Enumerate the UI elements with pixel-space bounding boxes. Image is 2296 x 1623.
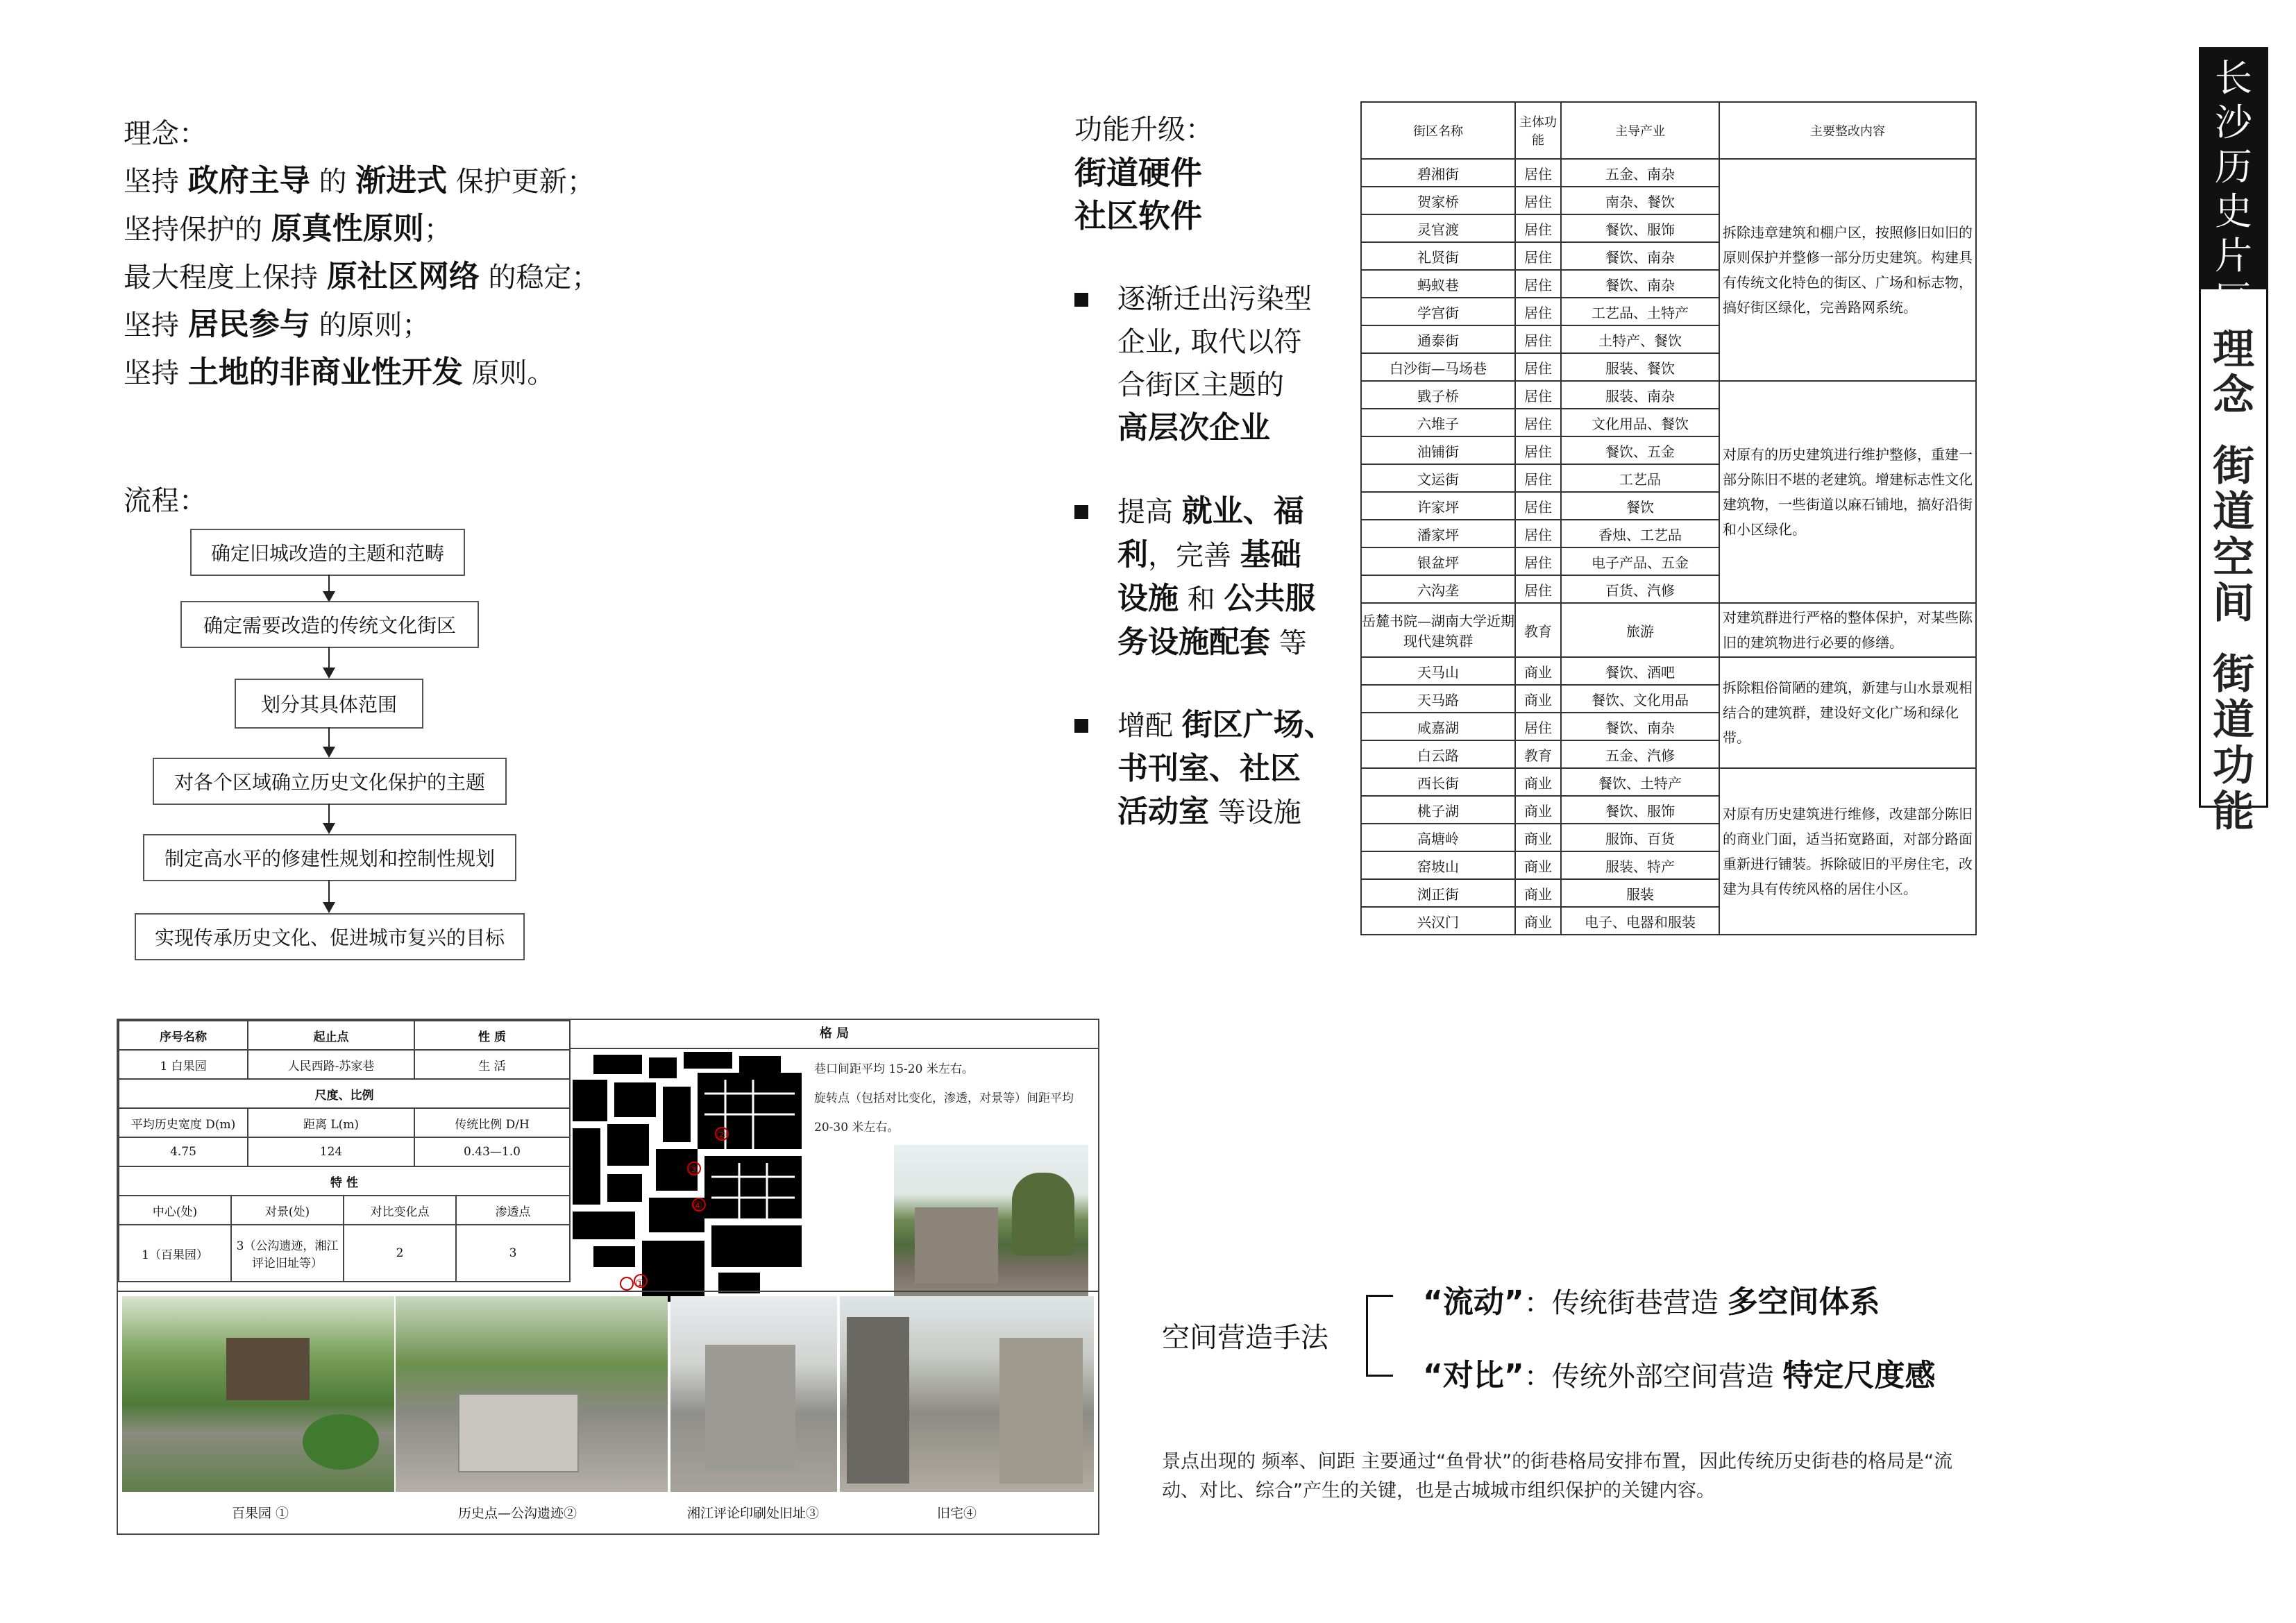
function-cell: 居住 (1515, 353, 1561, 381)
industry-cell: 文化用品、餐饮 (1561, 409, 1719, 436)
district-name-cell: 碧湘街 (1361, 159, 1515, 187)
concept-line-4: 坚持 居民参与 的原则； (124, 307, 430, 342)
table-row (1361, 159, 1976, 187)
district-name-cell: 潘家坪 (1361, 520, 1515, 547)
function-cell: 居住 (1515, 520, 1561, 547)
function-cell: 居住 (1515, 575, 1561, 603)
space-note: 景点出现的 频率、间距 主要通过“鱼骨状”的街巷格局安排布置，因此传统历史街巷的格局是“流动、对比、综合”产生的关键，也是古城城市组织保护的关键内容。 (1162, 1451, 1953, 1502)
function-cell: 教育 (1515, 740, 1561, 768)
road-feature-table: 中心(处) 对景(处) 对比变化点 渗透点 1（百果园） 3（公沟遗迹，湘江评论旧址等） 2 3 (118, 1195, 571, 1282)
figure-ground-map (573, 1052, 809, 1302)
function-cell: 教育 (1515, 603, 1561, 657)
industry-cell: 五金、南杂 (1561, 159, 1719, 187)
table-row (1361, 603, 1976, 657)
caption: 历史点—公沟遗迹② (458, 1506, 577, 1521)
renovation-content-cell: 对建筑群进行严格的整体保护，对某些陈旧的建筑物进行必要的修缮。 (1719, 603, 1976, 657)
function-cell: 居住 (1515, 713, 1561, 740)
column-header: 街区名称 (1361, 102, 1515, 159)
industry-cell: 餐饮、文化用品 (1561, 685, 1719, 713)
bullet-square-icon (1074, 505, 1088, 519)
divider (118, 1291, 1098, 1292)
function-cell: 居住 (1515, 242, 1561, 270)
bullet-square-icon (1074, 293, 1088, 307)
table-row (1361, 381, 1976, 409)
function-cell: 居住 (1515, 464, 1561, 492)
industry-cell: 服装、南杂 (1561, 381, 1719, 409)
industry-cell: 餐饮 (1561, 492, 1719, 520)
industry-cell: 餐饮、南杂 (1561, 270, 1719, 298)
district-name-cell: 礼贤街 (1361, 242, 1515, 270)
table-row (1361, 768, 1976, 796)
bracket (1366, 1295, 1393, 1377)
district-name-cell: 天马路 (1361, 685, 1515, 713)
industry-cell: 电子产品、五金 (1561, 547, 1719, 575)
industry-cell: 餐饮、五金 (1561, 436, 1719, 464)
function-cell: 商业 (1515, 685, 1561, 713)
function-cell: 居住 (1515, 187, 1561, 214)
district-name-cell: 六堆子 (1361, 409, 1515, 436)
concept-title: 理念： (124, 118, 207, 150)
concept-line-2: 坚持保护的 原真性原则； (124, 211, 452, 246)
renovation-content-cell: 对原有的历史建筑进行维护整修，重建一部分陈旧不堪的老建筑。增建标志性文化建筑物，一些街道以麻石铺地，搞好沿街和小区绿化。 (1719, 381, 1976, 603)
industry-cell: 工艺品、土特产 (1561, 298, 1719, 325)
district-name-cell: 蚂蚁巷 (1361, 270, 1515, 298)
side-title-panel (2199, 47, 2268, 836)
district-table (1360, 101, 1977, 935)
function-cell: 商业 (1515, 851, 1561, 879)
district-name-cell: 白沙街—马场巷 (1361, 353, 1515, 381)
old-mansion-photo (894, 1145, 1088, 1311)
layout-header: 格 局 (569, 1020, 1098, 1049)
concept-block (124, 111, 599, 397)
function-cell: 居住 (1515, 436, 1561, 464)
function-cell: 居住 (1515, 214, 1561, 242)
renovation-content-cell: 拆除违章建筑和棚户区，按照修旧如旧的原则保护并整修一部分历史建筑。构建具有传统文化特色的街区、广场和标志物，搞好街区绿化，完善路网系统。 (1719, 159, 1976, 381)
function-cell: 商业 (1515, 796, 1561, 824)
function-cell: 商业 (1515, 768, 1561, 796)
flow-arrow (328, 880, 330, 912)
industry-cell: 旅游 (1561, 603, 1719, 657)
flow-arrow (328, 804, 330, 833)
district-name-cell: 学宫街 (1361, 298, 1515, 325)
column-header: 主导产业 (1561, 102, 1719, 159)
renovation-content-cell: 拆除粗俗简陋的建筑，新建与山水景观相结合的建筑群，建设好文化广场和绿化带。 (1719, 657, 1976, 768)
district-name-cell: 岳麓书院—湖南大学近期现代建筑群 (1361, 603, 1515, 657)
industry-cell: 工艺品 (1561, 464, 1719, 492)
industry-cell: 香烛、工艺品 (1561, 520, 1719, 547)
side-title-bottom: 理 念 街 道 空 间 街 道 功 能 (2213, 325, 2254, 836)
flow-step-2: 确定需要改造的传统文化街区 (180, 601, 479, 648)
industry-cell: 土特产、餐饮 (1561, 325, 1719, 353)
district-name-cell: 通泰街 (1361, 325, 1515, 353)
flow-step-1: 确定旧城改造的主题和范畴 (190, 529, 465, 576)
map-label: ③ (689, 1163, 699, 1176)
space-method-2: “对比”：传统外部空间营造 特定尺度感 (1423, 1358, 1936, 1393)
flow-step-3: 划分其具体范围 (235, 679, 423, 729)
flow-step-6: 实现传承历史文化、促进城市复兴的目标 (135, 913, 525, 960)
function-cell: 商业 (1515, 657, 1561, 685)
industry-cell: 餐饮、南杂 (1561, 713, 1719, 740)
road-table: 序号名称 起止点 性 质 1 白果园 人民西路-苏家巷 生 活 尺度、比例 平均历史宽度 D(m) 距离 L(m) 传统比例 D/H 4.75 124 0.43—1.0 特 性 (118, 1020, 571, 1196)
flow-step-4: 对各个区域确立历史文化保护的主题 (153, 758, 507, 805)
flow-step-5: 制定高水平的修建性规划和控制性规划 (143, 834, 516, 881)
function-line-1: 街道硬件 (1074, 154, 1202, 192)
industry-cell: 餐饮、南杂 (1561, 242, 1719, 270)
district-name-cell: 兴汉门 (1361, 907, 1515, 935)
old-house-photo (840, 1296, 1094, 1492)
industry-cell: 服饰、百货 (1561, 824, 1719, 851)
function-block (1074, 108, 1213, 237)
district-name-cell: 银盆坪 (1361, 547, 1515, 575)
function-title: 功能升级： (1074, 114, 1213, 146)
map-label: ② (716, 1128, 727, 1141)
district-name-cell: 天马山 (1361, 657, 1515, 685)
industry-cell: 五金、汽修 (1561, 740, 1719, 768)
district-name-cell: 灵官渡 (1361, 214, 1515, 242)
side-title-top: 长 沙 历 史 片 区 (2201, 49, 2266, 289)
caption: 旧宅④ (937, 1506, 977, 1521)
concept-line-1: 坚持 政府主导 的 渐进式 保护更新； (124, 163, 595, 198)
district-name-cell: 戥子桥 (1361, 381, 1515, 409)
industry-cell: 电子、电器和服装 (1561, 907, 1719, 935)
concept-line-5: 坚持 土地的非商业性开发 原则。 (124, 355, 555, 390)
industry-cell: 餐饮、酒吧 (1561, 657, 1719, 685)
district-name-cell: 高塘岭 (1361, 824, 1515, 851)
road-analysis-panel (117, 1019, 1099, 1535)
function-cell: 居住 (1515, 409, 1561, 436)
district-name-cell: 贺家桥 (1361, 187, 1515, 214)
renovation-content-cell: 对原有历史建筑进行维修，改建部分陈旧的商业门面，适当拓宽路面，对部分路面重新进行铺装。拆除破旧的平房住宅，改建为具有传统风格的居住小区。 (1719, 768, 1976, 935)
function-cell: 商业 (1515, 879, 1561, 907)
layout-description: 巷口间距平均 15-20 米左右。 旋转点（包括对比变化，渗透，对景等）间距平均 20-30 米左右。 (814, 1062, 1074, 1135)
district-name-cell: 六沟垄 (1361, 575, 1515, 603)
caption: 湘江评论印刷处旧址③ (687, 1506, 820, 1521)
caption: 百果园 ① (232, 1506, 289, 1521)
industry-cell: 服装、特产 (1561, 851, 1719, 879)
industry-cell: 餐饮、服饰 (1561, 214, 1719, 242)
concept-line-3: 最大程度上保持 原社区网络 的稳定； (124, 259, 600, 294)
function-cell: 居住 (1515, 381, 1561, 409)
industry-cell: 百货、汽修 (1561, 575, 1719, 603)
table-row (1361, 657, 1976, 685)
column-header: 主要整改内容 (1719, 102, 1976, 159)
garden-photo (122, 1296, 394, 1492)
table-header-row (1361, 102, 1976, 159)
district-name-cell: 油铺街 (1361, 436, 1515, 464)
function-cell: 商业 (1515, 907, 1561, 935)
district-name-cell: 咸嘉湖 (1361, 713, 1515, 740)
bullet-square-icon (1074, 719, 1088, 733)
flow-arrow (328, 727, 330, 756)
function-cell: 居住 (1515, 492, 1561, 520)
map-label: ④ (693, 1199, 703, 1212)
space-method-1: “流动”：传统街巷营造 多空间体系 (1423, 1284, 1880, 1320)
district-name-cell: 白云路 (1361, 740, 1515, 768)
district-name-cell: 西长街 (1361, 768, 1515, 796)
flow-title: 流程： (124, 485, 207, 517)
function-cell: 居住 (1515, 298, 1561, 325)
ditch-ruins-photo (396, 1296, 668, 1492)
flow-arrow (328, 647, 330, 677)
industry-cell: 南杂、餐饮 (1561, 187, 1719, 214)
flow-arrow (328, 575, 330, 601)
column-header: 主体功能 (1515, 102, 1561, 159)
district-name-cell: 桃子湖 (1361, 796, 1515, 824)
function-cell: 居住 (1515, 159, 1561, 187)
function-cell: 居住 (1515, 325, 1561, 353)
district-name-cell: 浏正街 (1361, 879, 1515, 907)
press-site-photo (670, 1296, 837, 1492)
function-cell: 居住 (1515, 547, 1561, 575)
district-name-cell: 许家坪 (1361, 492, 1515, 520)
map-label: ① (635, 1277, 645, 1290)
district-name-cell: 窑坡山 (1361, 851, 1515, 879)
industry-cell: 服装、餐饮 (1561, 353, 1719, 381)
space-method-title: 空间营造手法 (1162, 1322, 1328, 1354)
industry-cell: 餐饮、土特产 (1561, 768, 1719, 796)
industry-cell: 服装 (1561, 879, 1719, 907)
district-name-cell: 文运街 (1361, 464, 1515, 492)
function-cell: 居住 (1515, 270, 1561, 298)
function-cell: 商业 (1515, 824, 1561, 851)
photo-captions (118, 1499, 1098, 1527)
function-line-2: 社区软件 (1074, 197, 1202, 235)
industry-cell: 餐饮、服饰 (1561, 796, 1719, 824)
